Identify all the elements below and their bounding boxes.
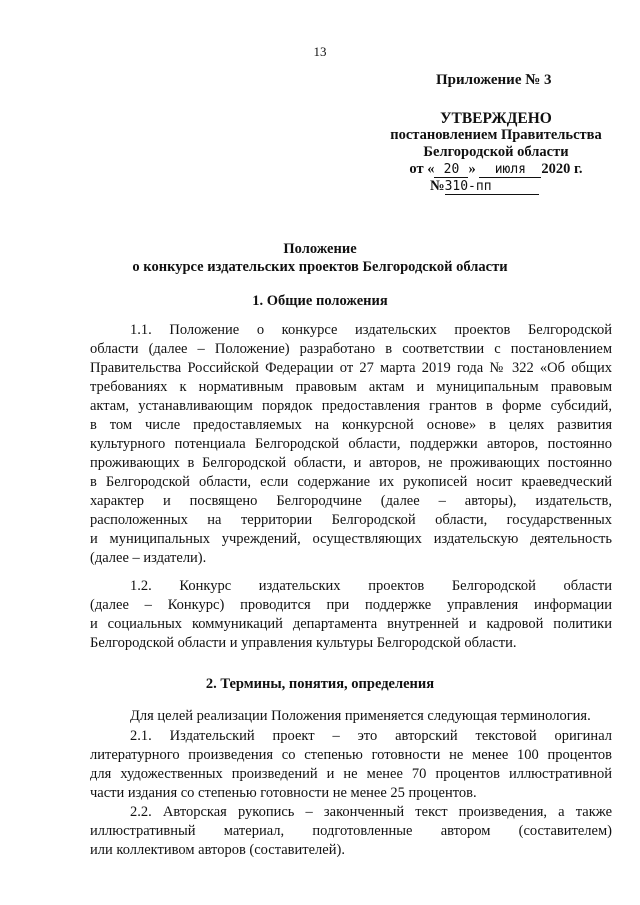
text-line: характер и посвящено Белгородчине (далее – авторы), издательств, bbox=[90, 493, 612, 509]
text-line: культурного потенциала Белгородской области, поддержки авторов, постоянно bbox=[90, 436, 612, 452]
text-line: Белгородской области и управления культуры Белгородской области. bbox=[90, 635, 517, 651]
text-line: в том числе предоставляемых на конкурсной основе» в целях развития bbox=[90, 417, 612, 433]
text-line: иллюстративный материал, подготовленные автором (составителем) bbox=[90, 823, 612, 839]
text-line: актам, устанавливающим порядок предоставления грантов в форме субсидий, bbox=[90, 398, 612, 414]
document-title bbox=[0, 240, 640, 276]
text-line: Для целей реализации Положения применяется следующая терминология. bbox=[130, 708, 591, 724]
text-line: 1.2. Конкурс издательских проектов Белгородской области bbox=[130, 578, 612, 594]
approved-stamp: УТВЕРЖДЕНО bbox=[440, 110, 552, 127]
text-line: части издания со степенью готовности не менее 25 процентов. bbox=[90, 785, 477, 801]
text-line: для художественных произведений и не менее 70 процентов иллюстративной bbox=[90, 766, 612, 782]
approval-line-1: постановлением Правительства bbox=[390, 127, 602, 143]
approval-block bbox=[380, 110, 612, 195]
approval-number bbox=[380, 178, 612, 195]
date-prefix: от « bbox=[409, 161, 435, 177]
paragraph-1-1 bbox=[90, 321, 612, 568]
number-value: 310-пп bbox=[445, 180, 539, 195]
text-line: Правительства Российской Федерации от 27 марта 2019 года № 322 «Об общих bbox=[90, 360, 612, 376]
text-line: 2.2. Авторская рукопись – законченный текст произведения, а также bbox=[130, 804, 612, 820]
paragraph-2-intro bbox=[90, 707, 612, 726]
text-line: проживающих в Белгородской области, и авторов, не проживающих постоянно bbox=[90, 455, 612, 471]
approval-line-2: Белгородской области bbox=[423, 144, 569, 160]
text-line: 2.1. Издательский проект – это авторский текстовой оригинал bbox=[130, 728, 612, 744]
paragraph-2-2 bbox=[90, 803, 612, 860]
text-line: и социальных коммуникаций департамента внутренней и кадровой политики bbox=[90, 616, 612, 632]
text-line: в Белгородской области, если содержание их рукописей носит краеведческий bbox=[90, 474, 612, 490]
text-line: 1.1. Положение о конкурсе издательских проектов Белгородской bbox=[130, 322, 612, 338]
date-month: июля bbox=[479, 163, 541, 178]
page-number: 13 bbox=[313, 44, 327, 59]
approval-date bbox=[380, 161, 612, 178]
annex-label: Приложение № 3 bbox=[436, 72, 552, 88]
text-line: или коллективом авторов (составителей). bbox=[90, 842, 345, 858]
date-day: 20 bbox=[434, 163, 468, 178]
text-line: (далее – Конкурс) проводится при поддержке управления информации bbox=[90, 597, 612, 613]
text-line: области (далее – Положение) разработано в соответствии с постановлением bbox=[90, 341, 612, 357]
paragraph-1-2 bbox=[90, 577, 612, 653]
section-1-heading: 1. Общие положения bbox=[252, 293, 388, 309]
title-line-1: Положение bbox=[283, 241, 357, 257]
section-2-heading: 2. Термины, понятия, определения bbox=[205, 676, 435, 692]
text-line: (далее – издатели). bbox=[90, 550, 207, 566]
text-line: расположенных на территории Белгородской области, государственных bbox=[90, 512, 612, 528]
text-line: требованиях к нормативным правовым актам и муниципальным правовым bbox=[90, 379, 612, 395]
text-line: литературного произведения со степенью готовности не менее 100 процентов bbox=[90, 747, 612, 763]
title-line-2: о конкурсе издательских проектов Белгородской области bbox=[132, 259, 508, 275]
number-prefix: № bbox=[430, 178, 445, 194]
text-line: и муниципальных учреждений, осуществляющих издательскую деятельность bbox=[90, 531, 612, 547]
paragraph-2-1 bbox=[90, 727, 612, 803]
date-mid: » bbox=[468, 161, 476, 177]
date-year: 2020 г. bbox=[541, 161, 583, 177]
